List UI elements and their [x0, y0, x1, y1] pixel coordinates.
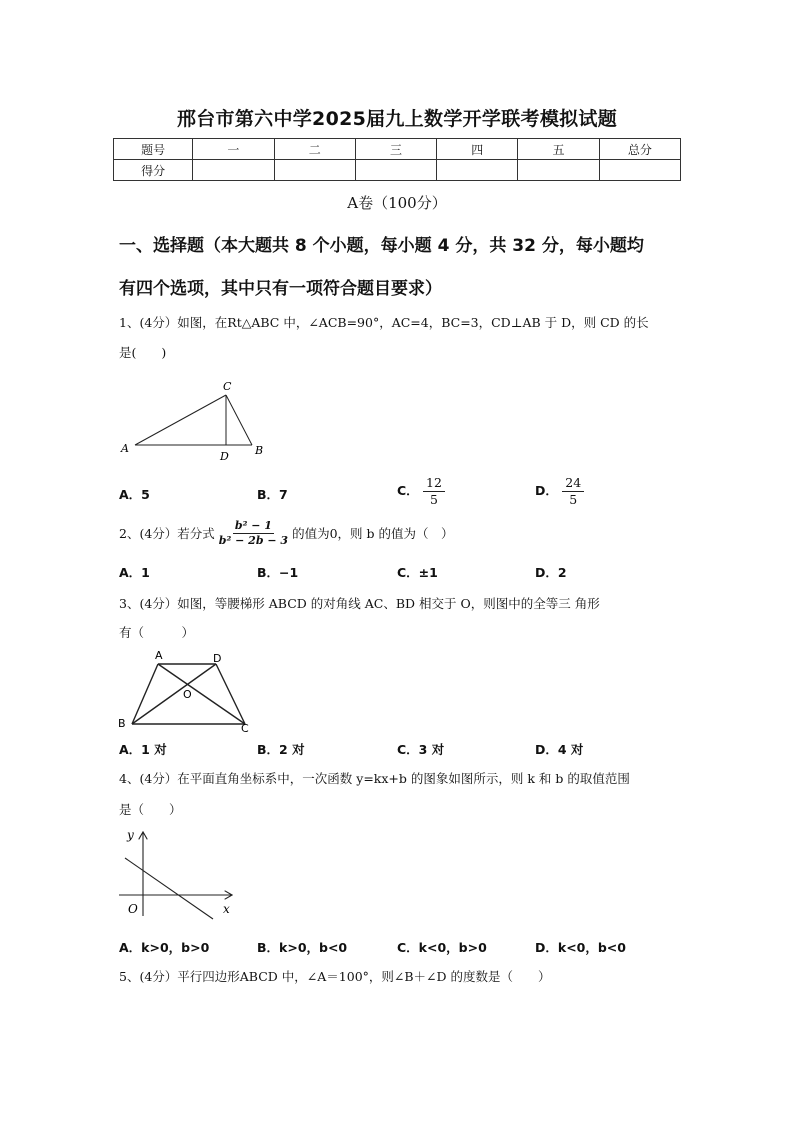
- fraction-numerator: b² − 1: [234, 519, 272, 532]
- q4-option-a[interactable]: A．k>0，b>0: [119, 940, 210, 955]
- label-d: D: [213, 652, 222, 665]
- q3-line2: 有（ ）: [119, 625, 195, 640]
- score-cell[interactable]: [355, 160, 436, 181]
- score-row-label: 得分: [114, 160, 193, 181]
- score-header-cell: 一: [193, 139, 274, 160]
- q4-option-d[interactable]: D．k<0，b<0: [535, 940, 626, 955]
- label-x: x: [223, 902, 230, 916]
- q1-option-c-fraction: [423, 475, 445, 508]
- q1-option-c-prefix: C．: [397, 483, 419, 498]
- fraction-denominator: 5: [430, 492, 438, 507]
- score-header-cell: 四: [437, 139, 518, 160]
- q4-coordinate-figure: [113, 825, 243, 920]
- q1-line2: 是( ): [119, 345, 167, 360]
- q1-option-a[interactable]: A．5: [119, 487, 150, 502]
- score-cell[interactable]: [518, 160, 599, 181]
- segment-bc: [226, 395, 252, 445]
- part1-heading-line1: 一、选择题（本大题共 8 个小题，每小题 4 分，共 32 分，每小题均: [119, 236, 644, 256]
- q3-option-d[interactable]: D．4 对: [535, 742, 584, 757]
- score-cell[interactable]: [193, 160, 274, 181]
- q3-trapezoid-figure: [113, 647, 258, 735]
- q1-line1: 1、(4分）如图，在Rt△ABC 中，∠ACB=90°，AC=4，BC=3，CD⊥AB 于 D，则 CD 的长: [119, 315, 649, 330]
- fraction-numerator: 24: [562, 475, 584, 492]
- label-o: O: [183, 688, 192, 701]
- q2-prefix: 2、(4分）若分式: [119, 525, 215, 541]
- label-a: A: [155, 649, 163, 662]
- segment-dc: [216, 664, 245, 724]
- q4-line2: 是（ ）: [119, 802, 182, 817]
- q1-option-d[interactable]: [535, 475, 584, 508]
- label-o: O: [128, 902, 138, 916]
- segment-ac: [135, 395, 226, 445]
- fraction-denominator: b² − 2b − 3: [218, 534, 289, 547]
- part1-heading-line2: 有四个选项，其中只有一项符合题目要求）: [119, 279, 442, 299]
- q4-line1: 4、(4分）在平面直角坐标系中，一次函数 y=kx+b 的图象如图所示，则 k 和 b 的取值范围: [119, 771, 630, 786]
- q2-option-d[interactable]: D．2: [535, 565, 567, 580]
- label-d: D: [220, 450, 229, 462]
- q3-line1: 3、(4分）如图，等腰梯形 ABCD 的对角线 AC、BD 相交于 O，则图中的全等三 角形: [119, 596, 600, 611]
- page-title: 邢台市第六中学2025届九上数学开学联考模拟试题: [176, 108, 618, 130]
- fraction-numerator: 12: [423, 475, 445, 492]
- q1-option-d-prefix: D．: [535, 483, 558, 498]
- function-line: [125, 858, 213, 919]
- score-cell[interactable]: [437, 160, 518, 181]
- q2-option-a[interactable]: A．1: [119, 565, 150, 580]
- score-header-cell: 题号: [114, 139, 193, 160]
- diagonal-ac: [158, 664, 245, 724]
- q4-option-c[interactable]: C．k<0，b>0: [397, 940, 487, 955]
- q3-option-a[interactable]: A．1 对: [119, 742, 167, 757]
- label-b: B: [118, 717, 126, 730]
- q1-option-c[interactable]: [397, 475, 445, 508]
- score-table-header-row: [114, 139, 681, 160]
- q5-stem: 5、(4分）平行四边形ABCD 中，∠A＝100°，则∠B＋∠D 的度数是（ ）: [119, 969, 551, 984]
- q1-triangle-figure: [115, 376, 275, 462]
- label-a: A: [121, 442, 129, 455]
- fraction-denominator: 5: [569, 492, 578, 507]
- q4-option-b[interactable]: B．k>0，b<0: [257, 940, 348, 955]
- q2-stem: [119, 519, 681, 548]
- q3-option-c[interactable]: C．3 对: [397, 742, 445, 757]
- q2-option-c[interactable]: C．±1: [397, 565, 438, 580]
- label-b: B: [255, 444, 264, 457]
- q3-option-b[interactable]: B．2 对: [257, 742, 305, 757]
- score-table-score-row: [114, 160, 681, 181]
- score-header-cell: 三: [355, 139, 436, 160]
- q2-option-b[interactable]: B．−1: [257, 565, 299, 580]
- label-y: y: [127, 828, 134, 842]
- q1-option-b[interactable]: B．7: [257, 487, 288, 502]
- label-c: C: [223, 380, 232, 393]
- score-header-cell: 总分: [599, 139, 680, 160]
- score-cell[interactable]: [599, 160, 680, 181]
- score-cell[interactable]: [274, 160, 355, 181]
- score-table: [113, 138, 681, 181]
- score-header-cell: 二: [274, 139, 355, 160]
- q1-option-d-fraction: [562, 475, 584, 508]
- q2-suffix: 的值为0，则 b 的值为（ ）: [292, 525, 454, 541]
- q1-triangle-lines: [135, 395, 252, 445]
- q2-fraction: [219, 519, 288, 548]
- score-header-cell: 五: [518, 139, 599, 160]
- section-a-heading: A卷（100分）: [347, 194, 447, 212]
- label-c: C: [241, 722, 249, 735]
